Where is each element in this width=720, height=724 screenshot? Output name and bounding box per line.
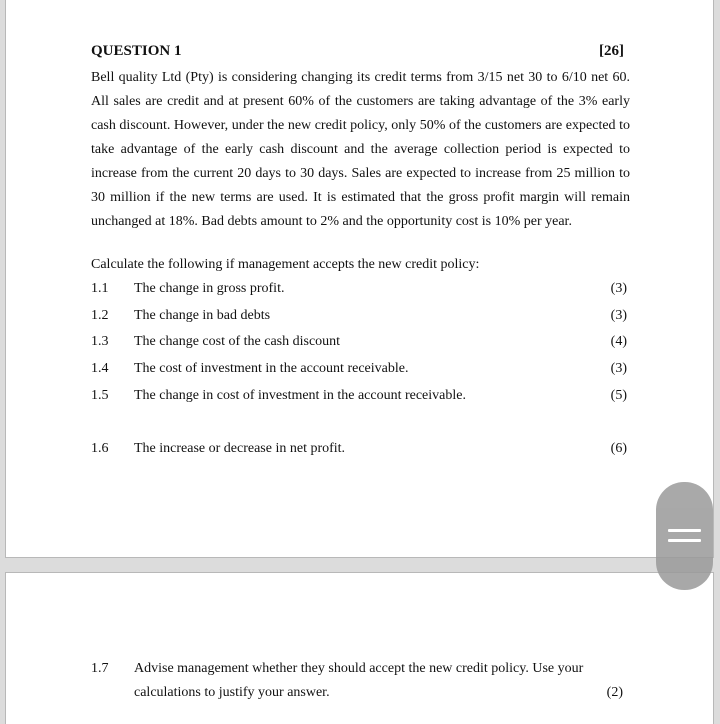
page-2 [5, 572, 714, 724]
item-text: The cost of investment in the account receivable. [134, 361, 409, 376]
question-total-marks: [26] [599, 43, 624, 59]
item-number: 1.4 [91, 361, 109, 376]
question-item [91, 441, 627, 457]
item-number: 1.3 [91, 334, 109, 349]
item-number: 1.5 [91, 388, 109, 403]
item-text: The change in bad debts [134, 308, 271, 323]
drag-lines-icon [668, 529, 701, 532]
item-text-line2: calculations to justify your answer. [134, 685, 330, 700]
item-marks: (5) [610, 388, 627, 403]
question-item-last [91, 657, 630, 705]
question-item [91, 281, 627, 297]
item-text: The change in gross profit. [134, 281, 285, 296]
item-marks: (6) [610, 441, 627, 456]
item-number: 1.1 [91, 281, 109, 296]
item-number: 1.6 [91, 441, 109, 456]
question-title: QUESTION 1 [91, 43, 182, 59]
page-1 [5, 0, 714, 558]
drag-lines-icon [668, 539, 701, 542]
item-number: 1.2 [91, 308, 109, 323]
item-marks: (3) [610, 361, 627, 376]
question-instruction: Calculate the following if management accepts the new credit policy: [91, 257, 480, 272]
item-text: The change cost of the cash discount [134, 334, 341, 349]
scroll-handle[interactable] [656, 482, 713, 590]
question-header [91, 43, 624, 60]
question-item [91, 388, 627, 404]
item-marks: (3) [610, 308, 627, 323]
question-intro: Bell quality Ltd (Pty) is considering changing its credit terms from 3/15 net 30 to 6/10 net 60. All sales are credit and at present 60% of the customers are taking advantage of the 3% early cash discount. However, under the new credit policy, only 50% of the customers are expected to take advantage of the early cash discount and the average collection period is expected to increase from the current 20 days to 30 days. Sales are expected to increase from 25 million to 30 million if the new terms are used. It is estimated that the gross profit margin will remain unchanged at 18%. Bad debts amount to 2% and the opportunity cost is 10% per year. [91, 70, 630, 229]
item-number: 1.7 [91, 661, 109, 676]
item-text-line2-row [134, 681, 630, 705]
question-item [91, 308, 627, 324]
item-marks: (2) [606, 685, 623, 700]
item-marks: (4) [610, 334, 627, 349]
question-item [91, 334, 627, 350]
question-item [91, 361, 627, 377]
item-text: The increase or decrease in net profit. [134, 441, 346, 456]
item-text: The change in cost of investment in the account receivable. [134, 388, 466, 403]
item-marks: (3) [610, 281, 627, 296]
item-text-line1: Advise management whether they should accept the new credit policy. Use your [134, 661, 584, 676]
item-text [134, 657, 630, 705]
